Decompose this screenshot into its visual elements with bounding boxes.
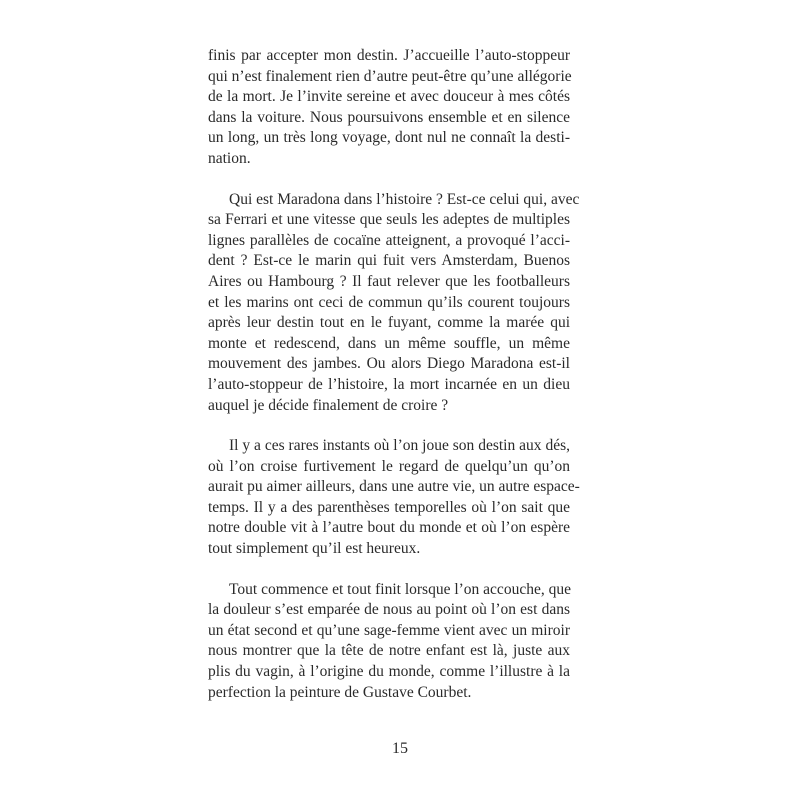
paragraph-line: sa Ferrari et une vitesse que seuls les adeptes de multiples <box>208 211 570 229</box>
paragraph-line: Il y a ces rares instants où l’on joue son destin aux dés, <box>229 437 570 455</box>
paragraph-gap <box>208 170 570 190</box>
body-text <box>208 46 580 703</box>
paragraph-1 <box>208 46 570 170</box>
paragraph-line: nation. <box>208 149 251 167</box>
paragraph-line: un état second et qu’une sage-femme vient avec un miroir <box>208 621 570 639</box>
paragraph-line: la douleur s’est emparée de nous au point où l’on est dans <box>208 601 570 619</box>
paragraph-line: l’auto-stoppeur de l’histoire, la mort incarnée en un dieu <box>208 375 570 393</box>
paragraph-line: après leur destin tout en le fuyant, comme la marée qui <box>208 314 570 332</box>
paragraph-line: mouvement des jambes. Ou alors Diego Maradona est-il <box>208 355 570 373</box>
paragraph-line: de la mort. Je l’invite sereine et avec douceur à mes côtés <box>208 88 570 106</box>
paragraph-2 <box>208 190 580 417</box>
paragraph-line: où l’on croise furtivement le regard de quelqu’un qu’on <box>208 457 570 475</box>
paragraph-gap <box>208 560 570 580</box>
paragraph-line: notre double vit à l’autre bout du monde et où l’on espère <box>208 519 570 537</box>
paragraph-line: monte et redescend, dans un même souffle, un même <box>208 334 570 352</box>
paragraph-line: Aires ou Hambourg ? Il faut relever que les footballeurs <box>208 272 570 290</box>
paragraph-line: nous montrer que la tête de notre enfant est là, juste aux <box>208 642 570 660</box>
paragraph-4 <box>208 580 570 704</box>
paragraph-line: lignes parallèles de cocaïne atteignent, a provoqué l’acci- <box>208 231 570 249</box>
paragraph-line: auquel je décide finalement de croire ? <box>208 396 449 414</box>
paragraph-line: un long, un très long voyage, dont nul ne connaît la desti- <box>208 129 570 147</box>
paragraph-line: dans la voiture. Nous poursuivons ensemble et en silence <box>208 108 570 126</box>
paragraph-line: temps. Il y a des parenthèses temporelles où l’on sait que <box>208 498 570 516</box>
paragraph-3 <box>208 436 580 560</box>
paragraph-line: tout simplement qu’il est heureux. <box>208 540 421 558</box>
paragraph-line: Qui est Maradona dans l’histoire ? Est-ce celui qui, avec <box>229 190 580 208</box>
paragraph-line: perfection la peinture de Gustave Courbet. <box>208 683 472 701</box>
paragraph-line: finis par accepter mon destin. J’accueille l’auto-stoppeur <box>208 47 570 64</box>
paragraph-line: aurait pu aimer ailleurs, dans une autre vie, un autre espace- <box>208 478 580 496</box>
paragraph-line: plis du vagin, à l’origine du monde, comme l’illustre à la <box>208 663 570 681</box>
page-number: 15 <box>392 740 408 757</box>
paragraph-line: qui n’est finalement rien d’autre peut-être qu’une allégorie <box>208 67 572 85</box>
paragraph-line: dent ? Est-ce le marin qui fuit vers Amsterdam, Buenos <box>208 252 570 270</box>
paragraph-line: et les marins ont ceci de commun qu’ils courent toujours <box>208 293 570 311</box>
paragraph-line: Tout commence et tout finit lorsque l’on accouche, que <box>229 580 571 598</box>
paragraph-gap <box>208 416 570 436</box>
